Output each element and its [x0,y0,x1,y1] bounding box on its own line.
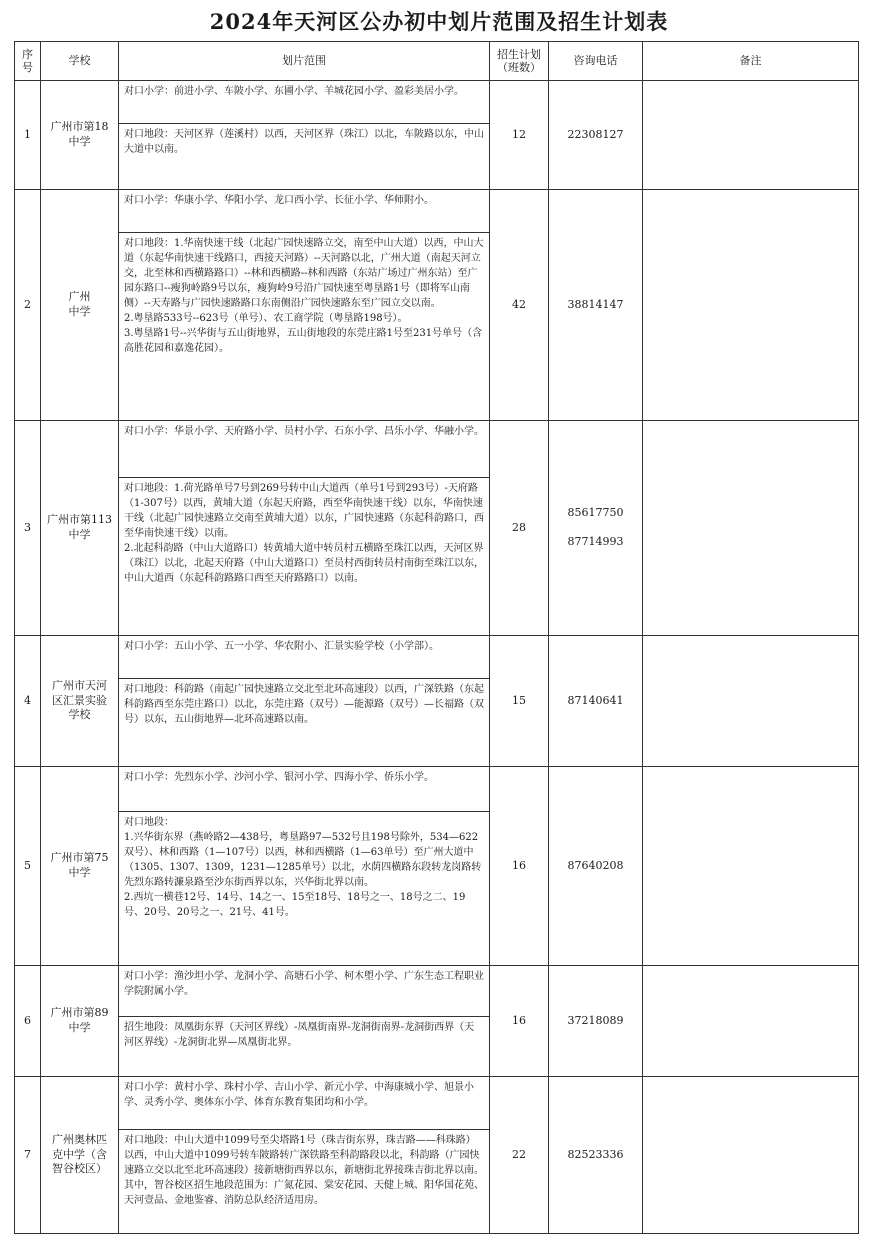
range-text: 对口小学：前进小学、车陂小学、东圃小学、羊城花园小学、盈彩美居小学。 [124,86,464,97]
range-primary-schools [119,1077,489,1129]
range-primary-schools [119,966,489,1016]
range-text: 对口地段：中山大道中1099号至尖塔路1号（珠吉街东界，珠吉路——科珠路）以西，中山大道中1099号转车陂路转广深铁路至科韵路段以北，科韵路（广园快速路立交以北至北环高速段）接新塘街西界以东，新塘街北界接珠吉街北界以南。 [124,1135,484,1176]
plan-classes: 15 [490,636,549,767]
range-text: 对口小学：黄村小学、珠村小学、吉山小学、新元小学、中海康城小学、旭景小学、灵秀小学、奥体东小学、体育东教育集团均和小学。 [124,1082,474,1108]
range-text: 1.兴华街东界（燕岭路2—438号，粤垦路97—532号且198号除外，534—622双号）、林和西路（1—107号）以西，林和西横路（1—63单号）至广州大道中（1305、1307、1309，1231—1285单号）以北，水荫四横路东段转龙岗路转先烈东路转濂泉路至沙东街西界以东，兴华街北界以南。 [124,832,482,888]
table-row [15,1077,859,1234]
school-name: 广州市第89 中学 [41,966,119,1077]
range-zone [119,1129,489,1233]
range-text: 对口地段：科韵路（南起广园快速路立交北至北环高速段）以西，广深铁路（东起科韵路西至东莞庄路口）以北，东莞庄路（双号）—能源路（双号）—长福路（双号）以东，五山街地界—北环高速路以南。 [124,684,484,725]
range-primary-schools [119,190,489,232]
range-cell [119,767,490,966]
school-name: 广州市第18 中学 [41,81,119,190]
note-cell [643,81,859,190]
range-text: 3.粤垦路1号--兴华街与五山街地界，五山街地段的东莞庄路1号至231号单号（含高胜花园和嘉逸花园）。 [124,328,483,354]
note-cell [643,966,859,1077]
header-index: 序 号 [15,42,41,81]
range-zone [119,811,489,965]
phone-cell [549,767,643,966]
range-primary-schools [119,636,489,678]
note-cell [643,190,859,421]
range-cell [119,190,490,421]
header-range: 划片范围 [119,42,490,81]
range-text: 其中，智谷校区招生地段范围为：广氮花园、棠安花园、天健上城、阳华国花苑、天河壹品、金地鉴睿、消防总队经济适用房。 [124,1180,484,1206]
range-zone [119,678,489,766]
phone-cell [549,421,643,636]
phone-cell [549,966,643,1077]
range-zone [119,477,489,635]
table-row [15,767,859,966]
phone-number: 87714993 [567,535,624,548]
plan-classes: 22 [490,1077,549,1234]
row-index: 6 [15,966,41,1077]
header-phone: 咨询电话 [549,42,643,81]
phone-number: 87640208 [567,858,624,872]
table-header-row [15,42,859,81]
range-cell [119,421,490,636]
plan-classes: 28 [490,421,549,636]
range-text: 2.西坑一横巷12号、14号、14之一、15至18号、18号之一、18号之二、19号、20号、20号之一、21号、41号。 [124,892,466,918]
row-index: 5 [15,767,41,966]
range-text: 对口小学：华景小学、天府路小学、员村小学、石东小学、昌乐小学、华融小学。 [124,426,484,437]
phone-number: 22308127 [567,127,624,141]
row-index: 7 [15,1077,41,1234]
header-school: 学校 [41,42,119,81]
range-primary-schools [119,767,489,811]
school-name: 广州市第75 中学 [41,767,119,966]
school-name: 广州 中学 [41,190,119,421]
note-cell [643,1077,859,1234]
phone-cell [549,190,643,421]
phone-cell [549,81,643,190]
plan-classes: 12 [490,81,549,190]
range-primary-schools [119,421,489,477]
range-text: 对口地段：1.荷光路单号7号到269号转中山大道西（单号1号到293号）-天府路（1-307号）以西，黄埔大道（东起天府路，西至华南快速干线）以东，华南快速干线（北起广园快速路立交南至黄埔大道）以东，广园快速路（东起科韵路口，西至华南快速干线）以南。 [124,483,484,539]
range-zone [119,1016,489,1076]
range-cell [119,636,490,767]
range-zone [119,232,489,420]
note-cell [643,767,859,966]
page-title: 2024年天河区公办初中划片范围及招生计划表 [209,9,669,34]
header-plan: 招生计划 （班数） [490,42,549,81]
range-text: 对口地段：天河区界（莲溪村）以西，天河区界（珠江）以北，车陂路以东，中山大道中以南。 [124,129,484,155]
range-text: 2.粤垦路533号--623号（单号）、农工商学院（粤垦路198号）。 [124,313,408,324]
school-name: 广州市天河 区汇景实验 学校 [41,636,119,767]
phone-cell [549,636,643,767]
range-cell [119,966,490,1077]
range-text: 对口小学：先烈东小学、沙河小学、银河小学、四海小学、侨乐小学。 [124,772,434,783]
phone-number: 82523336 [567,1147,624,1161]
range-cell [119,81,490,190]
phone-cell [549,1077,643,1234]
note-cell [643,636,859,767]
phone-number: 38814147 [567,297,624,311]
range-text: 招生地段：凤凰街东界（天河区界线）-凤凰街南界-龙洞街南界-龙洞街西界（天河区界线）-龙洞街北界—凤凰街北界。 [124,1022,475,1048]
phone-number: 85617750 [567,506,624,520]
school-name: 广州市第113 中学 [41,421,119,636]
range-text: 对口小学：渔沙坦小学、龙洞小学、高塘石小学、柯木塱小学、广东生态工程职业学院附属小学。 [124,971,484,997]
range-cell [119,1077,490,1234]
enrollment-table [14,41,859,1234]
row-index: 1 [15,81,41,190]
plan-classes: 42 [490,190,549,421]
table-row [15,81,859,190]
table-row [15,636,859,767]
range-text: 对口小学：华康小学、华阳小学、龙口西小学、长征小学、华师附小。 [124,195,434,206]
range-zone [119,123,489,189]
table-row [15,421,859,636]
row-index: 4 [15,636,41,767]
table-row [15,190,859,421]
range-text: 对口小学：五山小学、五一小学、华农附小、汇景实验学校（小学部）。 [124,641,439,652]
row-index: 3 [15,421,41,636]
plan-classes: 16 [490,966,549,1077]
range-text: 对口地段：1.华南快速干线（北起广园快速路立交，南至中山大道）以西，中山大道（东起华南快速干线路口，西接天河路）--天河路以北，广州大道（南起天河立交，北至林和西横路路口）--林和西横路--林和西路（东站广场过广州东站）至广园东路口--瘦狗岭路9号以东，瘦狗岭9号沿广园快速至粤垦路1号（即将军山南侧）--天寿路与广园快速路路口东南侧沿广园快速路东至广园立交以南。 [124,238,484,309]
plan-classes: 16 [490,767,549,966]
phone-number: 37218089 [567,1013,624,1027]
range-text: 对口地段： [124,817,174,828]
header-note: 备注 [643,42,859,81]
range-text: 2.北起科韵路（中山大道路口）转黄埔大道中转员村五横路至珠江以西，天河区界（珠江）以北，北起天府路（中山大道路口）至员村西街转员村南街至珠江以东，中山大道西（东起科韵路路口西至天府路路口）以南。 [124,543,484,584]
note-cell [643,421,859,636]
range-primary-schools [119,81,489,123]
row-index: 2 [15,190,41,421]
table-row [15,966,859,1077]
phone-number: 87140641 [567,693,624,707]
school-name: 广州奥林匹 克中学（含 智谷校区） [41,1077,119,1234]
